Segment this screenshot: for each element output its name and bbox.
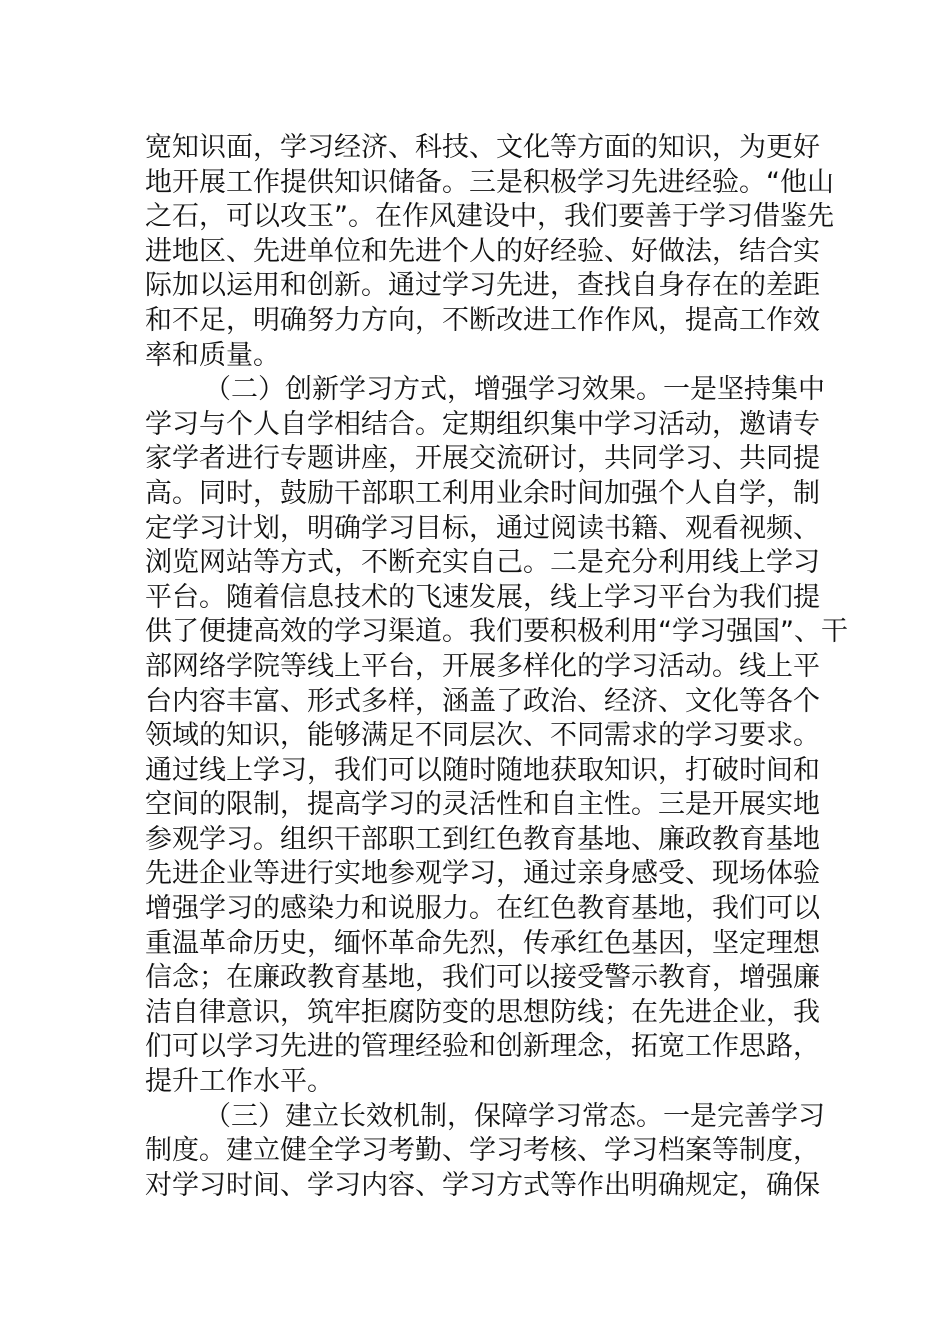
text-line: 对学习时间、学习内容、学习方式等作出明确规定，确保 [145,1169,820,1201]
text-line: 浏览网站等方式，不断充实自己。二是充分利用线上学习 [145,547,820,579]
text-line: 领域的知识，能够满足不同层次、不同需求的学习要求。 [145,720,820,752]
text-line: 高。同时，鼓励干部职工利用业余时间加强个人自学，制 [145,477,820,509]
document-body [145,131,848,1203]
text-line: 地开展工作提供知识储备。三是积极学习先进经验。“他山 [145,166,834,198]
text-line: 增强学习的感染力和说服力。在红色教育基地，我们可以 [145,893,820,925]
text-line: 信念；在廉政教育基地，我们可以接受警示教育，增强廉 [145,962,820,994]
text-line: 通过线上学习，我们可以随时随地获取知识，打破时间和 [145,754,820,786]
text-line: 洁自律意识，筑牢拒腐防变的思想防线；在先进企业，我 [145,996,820,1028]
text-line: 台内容丰富、形式多样，涵盖了政治、经济、文化等各个 [145,685,820,717]
text-line: （三）建立长效机制，保障学习常态。一是完善学习 [204,1100,825,1132]
text-line: 和不足，明确努力方向，不断改进工作作风，提高工作效 [145,304,820,336]
text-line: 率和质量。 [145,339,280,371]
text-line: （二）创新学习方式，增强学习效果。一是坚持集中 [204,374,825,406]
text-line: 宽知识面，学习经济、科技、文化等方面的知识，为更好 [145,132,820,163]
text-line: 家学者进行专题讲座，开展交流研讨，共同学习、共同提 [145,443,820,475]
text-line: 参观学习。组织干部职工到红色教育基地、廉政教育基地 [145,823,820,855]
text-line: 提升工作水平。 [145,1066,334,1098]
text-line: 先进企业等进行实地参观学习，通过亲身感受、现场体验 [145,858,820,890]
text-line: 学习与个人自学相结合。定期组织集中学习活动，邀请专 [145,408,820,440]
paragraph-2 [145,373,848,1099]
text-line: 部网络学院等线上平台，开展多样化的学习活动。线上平 [145,650,820,682]
text-line: 之石，可以攻玉”。在作风建设中，我们要善于学习借鉴先 [145,201,834,233]
text-line: 平台。随着信息技术的飞速发展，线上学习平台为我们提 [145,581,820,613]
text-line: 际加以运用和创新。通过学习先进，查找自身存在的差距 [145,270,820,302]
paragraph-1 [145,131,834,373]
text-line: 们可以学习先进的管理经验和创新理念，拓宽工作思路， [145,1031,820,1063]
text-line: 制度。建立健全学习考勤、学习考核、学习档案等制度， [145,1135,820,1167]
text-line: 空间的限制，提高学习的灵活性和自主性。三是开展实地 [145,789,820,821]
text-line: 定学习计划，明确学习目标，通过阅读书籍、观看视频、 [145,512,820,544]
paragraph-3 [145,1100,825,1204]
text-line: 供了便捷高效的学习渠道。我们要积极利用“学习强国”、干 [145,616,848,648]
text-line: 进地区、先进单位和先进个人的好经验、好做法，结合实 [145,235,820,267]
text-line: 重温革命历史，缅怀革命先烈，传承红色基因，坚定理想 [145,927,820,959]
